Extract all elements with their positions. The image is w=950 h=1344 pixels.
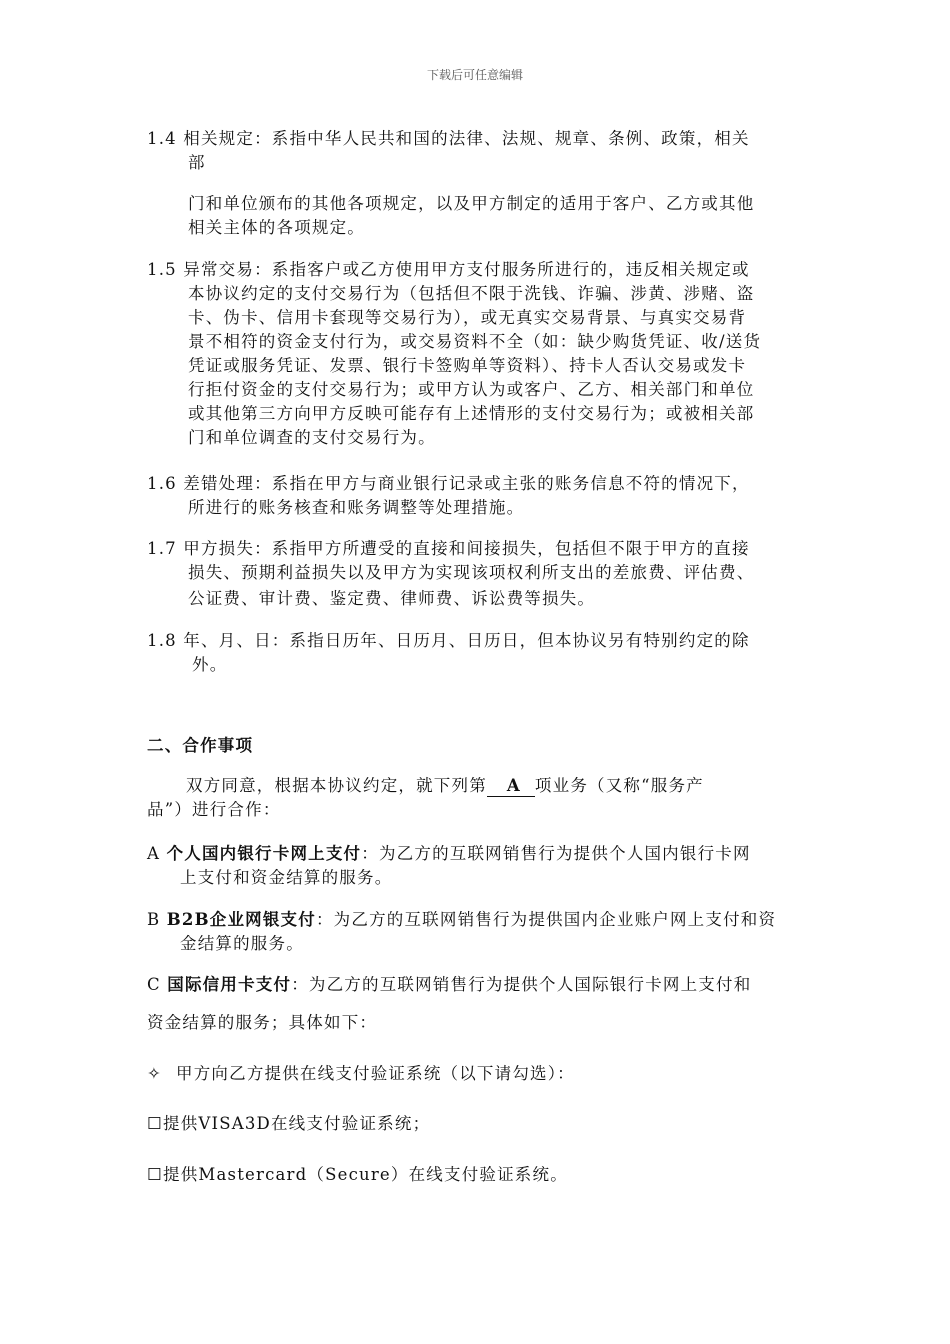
clause-1-7-line-1: 1.7 甲方损失：系指甲方所遭受的直接和间接损失，包括但不限于甲方的直接 bbox=[147, 539, 750, 558]
clause-1-4-line-4: 相关主体的各项规定。 bbox=[188, 218, 365, 237]
checkbox-icon[interactable]: ☐ bbox=[147, 1165, 163, 1184]
clause-1-8-line-1: 1.8 年、月、日：系指日历年、日历月、日历日，但本协议另有特别约定的除 bbox=[147, 631, 750, 650]
clause-1-6-line-1: 1.6 差错处理：系指在甲方与商业银行记录或主张的账务信息不符的情况下， bbox=[147, 474, 750, 493]
item-b-line-1 bbox=[147, 908, 776, 932]
intro-text-a: 双方同意，根据本协议约定，就下列第 bbox=[186, 776, 487, 795]
item-c-line-2: 资金结算的服务；具体如下： bbox=[147, 1013, 378, 1032]
item-c-letter: C bbox=[147, 975, 168, 994]
clause-1-5-line-5: 凭证或服务凭证、发票、银行卡签购单等资料）、持卡人否认交易或发卡 bbox=[188, 356, 747, 375]
item-a-letter: A bbox=[147, 844, 167, 863]
clause-1-4-line-1: 1.4 相关规定：系指中华人民共和国的法律、法规、规章、条例、政策，相关 bbox=[147, 129, 750, 148]
clause-1-4-line-3: 门和单位颁布的其他各项规定，以及甲方制定的适用于客户、乙方或其他 bbox=[188, 194, 755, 213]
item-a-desc: 为乙方的互联网销售行为提供个人国内银行卡网 bbox=[378, 844, 751, 863]
page-header: 下载后可任意编辑 bbox=[426, 68, 523, 82]
intro-text-b: 项业务（又称“服务产 bbox=[534, 776, 704, 795]
section-2-title: 二、合作事项 bbox=[147, 736, 254, 755]
verification-bullet-line bbox=[147, 1062, 575, 1086]
checkbox-icon[interactable]: ☐ bbox=[147, 1114, 163, 1133]
selected-item-blank: A bbox=[487, 776, 535, 797]
item-c-name: 国际信用卡支付 bbox=[167, 975, 292, 994]
item-c-line-1 bbox=[147, 973, 751, 997]
item-b-desc: 为乙方的互联网销售行为提供国内企业账户网上支付和资 bbox=[333, 910, 777, 929]
item-a-name: 个人国内银行卡网上支付 bbox=[166, 844, 362, 863]
clause-1-5-line-8: 门和单位调查的支付交易行为。 bbox=[188, 428, 436, 447]
clause-1-5-line-4: 景不相符的资金支付行为，或交易资料不全（如：缺少购货凭证、收/送货 bbox=[188, 332, 762, 351]
clause-1-7-line-2: 损失、预期利益损失以及甲方为实现该项权利所支出的差旅费、评估费、 bbox=[188, 563, 755, 582]
diamond-bullet-icon: ✧ bbox=[147, 1064, 163, 1083]
item-c-desc: 为乙方的互联网销售行为提供个人国际银行卡网上支付和 bbox=[308, 975, 752, 994]
option-mastercard-label: 提供Mastercard（Secure）在线支付验证系统。 bbox=[163, 1165, 568, 1184]
section-2-intro-line-1 bbox=[186, 774, 704, 798]
clause-1-5-line-1: 1.5 异常交易：系指客户或乙方使用甲方支付服务所进行的，违反相关规定或 bbox=[147, 260, 750, 279]
item-b-name: B2B企业网银支付 bbox=[166, 910, 316, 929]
clause-1-5-line-6: 行拒付资金的支付交易行为；或甲方认为或客户、乙方、相关部门和单位 bbox=[188, 380, 755, 399]
item-a-line-1 bbox=[147, 842, 751, 866]
item-a-line-2: 上支付和资金结算的服务。 bbox=[180, 868, 393, 887]
item-c-colon: ： bbox=[291, 975, 309, 994]
clause-1-5-line-3: 卡、伪卡、信用卡套现等交易行为），或无真实交易背景、与真实交易背 bbox=[188, 308, 747, 327]
option-visa3d-label: 提供VISA3D在线支付验证系统； bbox=[163, 1114, 431, 1133]
clause-1-8-line-2: 外。 bbox=[192, 655, 228, 674]
option-mastercard-secure[interactable] bbox=[147, 1163, 568, 1187]
clause-1-7-line-3: 公证费、审计费、鉴定费、律师费、诉讼费等损失。 bbox=[188, 589, 596, 608]
clause-1-4-line-2: 部 bbox=[188, 153, 206, 172]
option-visa3d[interactable] bbox=[147, 1112, 430, 1136]
item-b-letter: B bbox=[147, 910, 167, 929]
clause-1-5-line-2: 本协议约定的支付交易行为（包括但不限于洗钱、诈骗、涉黄、涉赌、盗 bbox=[188, 284, 755, 303]
item-a-colon: ： bbox=[361, 844, 379, 863]
item-b-line-2: 金结算的服务。 bbox=[180, 934, 304, 953]
item-b-colon: ： bbox=[315, 910, 334, 929]
clause-1-6-line-2: 所进行的账务核查和账务调整等处理措施。 bbox=[188, 498, 525, 517]
clause-1-5-line-7: 或其他第三方向甲方反映可能存有上述情形的支付交易行为；或被相关部 bbox=[188, 404, 755, 423]
verification-bullet-text: 甲方向乙方提供在线支付验证系统（以下请勾选）： bbox=[176, 1064, 575, 1083]
section-2-intro-line-2: 品”）进行合作： bbox=[147, 800, 281, 819]
